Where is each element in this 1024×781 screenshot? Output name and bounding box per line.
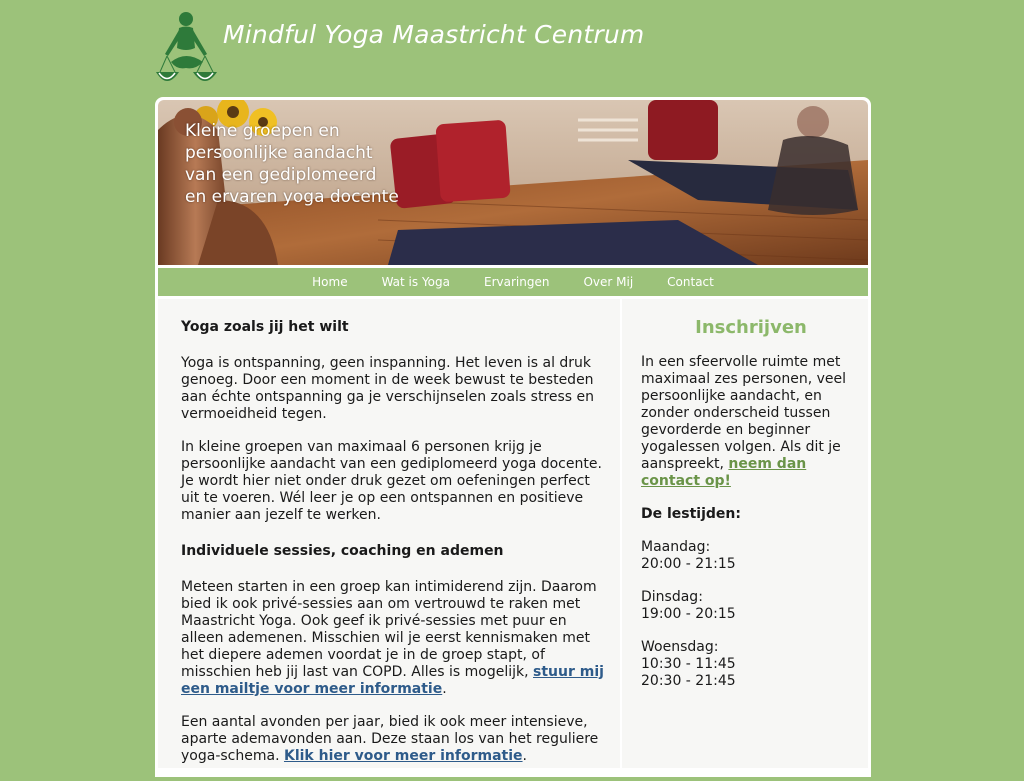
main-navigation	[158, 268, 868, 296]
schedule-day: Woensdag:	[641, 639, 719, 655]
paragraph-kleine-groepen: In kleine groepen van maximaal 6 personen krijg je persoonlijke aandacht van een gediplomeerd yoga docente. Je wordt hier niet onder druk gezet om oefeningen perfect uit te voeren. Wél leer je op een ontspannen en positieve manier aan jezelf te werken.	[181, 439, 602, 523]
schedule-wednesday	[641, 639, 851, 690]
nav-item-home[interactable]: Home	[312, 275, 348, 289]
schedule-time: 19:00 - 20:15	[641, 606, 736, 622]
schedule-time: 10:30 - 11:45	[641, 656, 736, 672]
heading-yoga-zoals-jij-het-wilt: Yoga zoals jij het wilt	[181, 319, 349, 335]
contact-link[interactable]: neem dan contact op!	[641, 456, 807, 489]
schedule-day: Dinsdag:	[641, 589, 703, 605]
schedule-day: Maandag:	[641, 539, 711, 555]
schedule-title: De lestijden:	[641, 506, 741, 522]
column-divider	[620, 299, 622, 768]
schedule-tuesday	[641, 589, 851, 623]
nav-item-over-mij[interactable]: Over Mij	[583, 275, 634, 289]
sidebar-column	[641, 319, 851, 706]
banner-image	[158, 100, 868, 265]
schedule-monday	[641, 539, 851, 573]
mail-info-link[interactable]: stuur mij een mailtje voor meer informatie	[181, 664, 604, 697]
heading-individuele-sessies: Individuele sessies, coaching en ademen	[181, 543, 504, 559]
paragraph-end: .	[522, 748, 527, 764]
paragraph-ademavonden	[181, 714, 606, 765]
content-area	[158, 299, 868, 768]
site-title[interactable]: Mindful Yoga Maastricht Centrum	[223, 20, 645, 49]
sidebar-intro-text: In een sfeervolle ruimte met maximaal zes personen, veel persoonlijke aandacht, en zonder onderscheid tussen gevorderde en beginner yogalessen volgen. Als dit je aanspreekt,	[641, 354, 847, 472]
banner-tagline: Kleine groepen en persoonlijke aandacht van een gediplomeerd en ervaren yoga docente	[185, 121, 399, 207]
schedule-time: 20:00 - 21:15	[641, 556, 736, 572]
paragraph-ademavonden-text: Een aantal avonden per jaar, bied ik ook meer intensieve, aparte ademavonden aan. Deze staan los van het reguliere yoga-schema.	[181, 714, 599, 764]
schedule-time: 20:30 - 21:45	[641, 673, 736, 689]
paragraph-prive-sessies-text: Meteen starten in een groep kan intimiderend zijn. Daarom bied ik ook privé-sessies aan om vertrouwd te raken met Maastricht Yoga. Ook geef ik privé-sessies met puur en alleen ademenen. Misschien wil je eerst kennismaken met het diepere ademen voordat je in de groep stapt, of misschien heb jij last van COPD. Alles is mogelijk,	[181, 579, 597, 680]
nav-item-contact[interactable]: Contact	[667, 275, 714, 289]
nav-item-ervaringen[interactable]: Ervaringen	[484, 275, 550, 289]
yoga-figure-logo-icon[interactable]	[155, 10, 221, 94]
nav-item-wat-is-yoga[interactable]: Wat is Yoga	[381, 275, 450, 289]
sidebar-heading-inschrijven: Inschrijven	[695, 317, 807, 338]
paragraph-intro: Yoga is ontspanning, geen inspanning. Het leven is al druk genoeg. Door een moment in de week bewust te besteden aan échte ontspanning ga je verschijnselen zoals stress en vermoeidheid tegen.	[181, 355, 595, 422]
main-column	[181, 319, 606, 781]
paragraph-end: .	[442, 681, 447, 697]
meer-informatie-link[interactable]: Klik hier voor meer informatie	[283, 748, 523, 764]
paragraph-prive-sessies	[181, 579, 606, 698]
sidebar-intro	[641, 354, 851, 490]
